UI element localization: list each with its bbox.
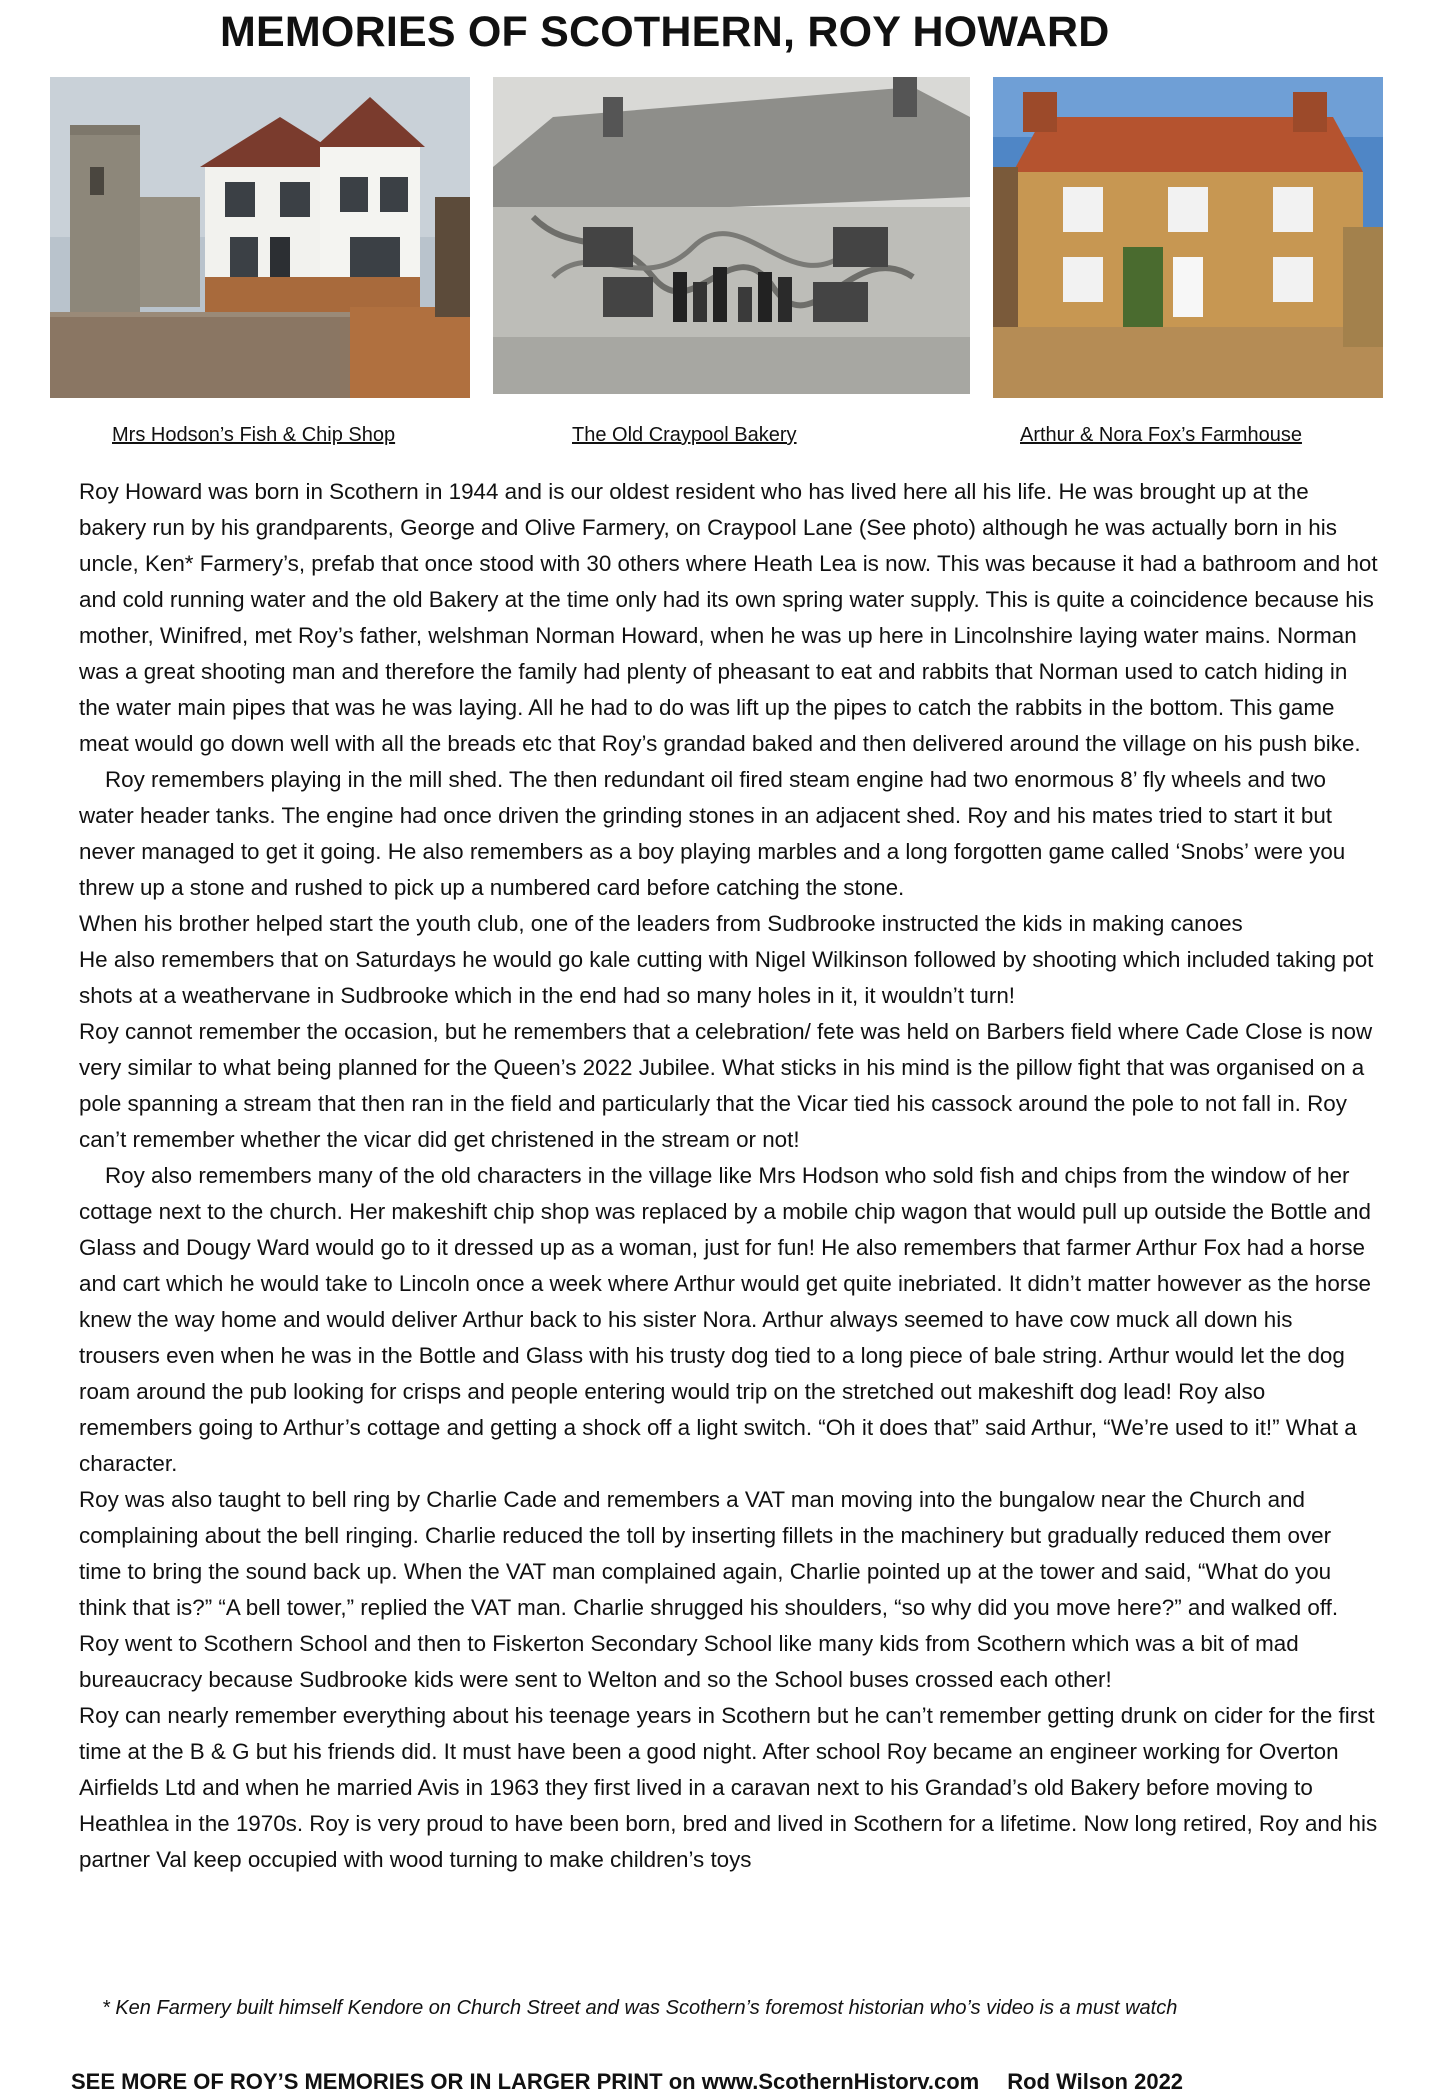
article-body [79,474,1379,1878]
footer-author: Rod Wilson 2022 [1007,2069,1184,2094]
footer [71,2069,1183,2095]
house-photo-icon [50,77,470,398]
footer-text: SEE MORE OF ROY’S MEMORIES OR IN LARGER PRINT on www.ScothernHistorv.com [71,2069,980,2094]
paragraph: Roy went to Scothern School and then to Fiskerton Secondary School like many kids from Scothern which was a bit of mad bureaucracy because Sudbrooke kids were sent to Welton and so the School buses crossed each other! [79,1631,1299,1692]
paragraph: Roy cannot remember the occasion, but he remembers that a celebration/ fete was held on Barbers field where Cade Close is now very similar to what being planned for the Queen’s 2022 Jubilee. What sticks in his mind is the pillow fight that was organised on a pole spanning a stream that then ran in the field and particularly that the Vicar tied his cassock around the pole to not fall in. Roy can’t remember whether the vicar did get christened in the stream or not! [79,1019,1373,1152]
paragraph: Roy remembers playing in the mill shed. The then redundant oil fired steam engine had two enormous 8’ fly wheels and two water header tanks. The engine had once driven the grinding stones in an adjacent shed. Roy and his mates tried to start it but never managed to get it going. He also remembers as a boy playing marbles and a long forgotten game called ‘Snobs’ were you threw up a stone and rushed to pick up a numbered card before catching the stone. [79,767,1346,900]
photo-caption: The Old Craypool Bakery [572,424,797,446]
farmhouse-photo-icon [993,77,1383,398]
photo-caption: Mrs Hodson’s Fish & Chip Shop [112,424,396,446]
paragraph: Roy also remembers many of the old characters in the village like Mrs Hodson who sold fish and chips from the window of her cottage next to the church. Her makeshift chip shop was replaced by a mobile chip wagon that would pull up outside the Bottle and Glass and Dougy Ward would go to it dressed up as a woman, just for fun! He also remembers that farmer Arthur Fox had a horse and cart which he would take to Lincoln once a week where Arthur would get quite inebriated. It didn’t matter however as the horse knew the way home and would deliver Arthur back to his sister Nora. Arthur always seemed to have cow muck all down his trousers even when he was in the Bottle and Glass with his trusty dog tied to a long piece of bale string. Arthur would let the dog roam around the pub looking for crisps and people entering would trip on the stretched out makeshift dog lead! Roy also remembers going to Arthur’s cottage and getting a shock off a light switch. “Oh it does that” said Arthur, “We’re used to it!” What a character. [79,1163,1371,1476]
page-title: MEMORIES OF SCOTHERN, ROY HOWARD [220,8,1110,56]
paragraph: Roy Howard was born in Scothern in 1944 and is our oldest resident who has lived here all his life. He was brought up at the bakery run by his grandparents, George and Olive Farmery, on Craypool Lane (See photo) although he was actually born in his uncle, Ken* Farmery’s, prefab that once stood with 30 others where Heath Lea is now. This was because it had a bathroom and hot and cold running water and the old Bakery at the time only had its own spring water supply. This is quite a coincidence because his mother, Winifred, met Roy’s father, welshman Norman Howard, when he was up here in Lincolnshire laying water mains. Norman was a great shooting man and therefore the family had plenty of pheasant to eat and rabbits that Norman used to catch hiding in the water main pipes that was he was laying. All he had to do was lift up the pipes to catch the rabbits in the bottom. This game meat would go down well with all the breads etc that Roy’s grandad baked and then delivered around the village on his push bike. [79,479,1378,756]
paragraph: He also remembers that on Saturdays he would go kale cutting with Nigel Wilkinson followed by shooting which included taking pot shots at a weathervane in Sudbrooke which in the end had so many holes in it, it wouldn’t turn! [79,947,1374,1008]
photo-caption: Arthur & Nora Fox’s Farmhouse [1020,424,1302,446]
footnote: * Ken Farmery built himself Kendore on Church Street and was Scothern’s foremost historian who’s video is a must watch [102,1997,1178,2019]
paragraph: Roy was also taught to bell ring by Charlie Cade and remembers a VAT man moving into the bungalow near the Church and complaining about the bell ringing. Charlie reduced the toll by inserting fillets in the machinery but gradually reduced them over time to bring the sound back up. When the VAT man complained again, Charlie pointed up at the tower and said, “What do you think that is?” “A bell tower,” replied the VAT man. Charlie shrugged his shoulders, “so why did you move here?” and walked off. [79,1487,1339,1620]
paragraph: Roy can nearly remember everything about his teenage years in Scothern but he can’t remember getting drunk on cider for the first time at the B & G but his friends did. It must have been a good night. After school Roy became an engineer working for Overton Airfields Ltd and when he married Avis in 1963 they first lived in a caravan next to his Grandad’s old Bakery before moving to Heathlea in the 1970s. Roy is very proud to have been born, bred and lived in Scothern for a lifetime. Now long retired, Roy and his partner Val keep occupied with wood turning to make children’s toys [79,1703,1378,1872]
bakery-photo-icon [493,77,970,394]
paragraph: When his brother helped start the youth club, one of the leaders from Sudbrooke instructed the kids in making canoes [79,911,1243,936]
